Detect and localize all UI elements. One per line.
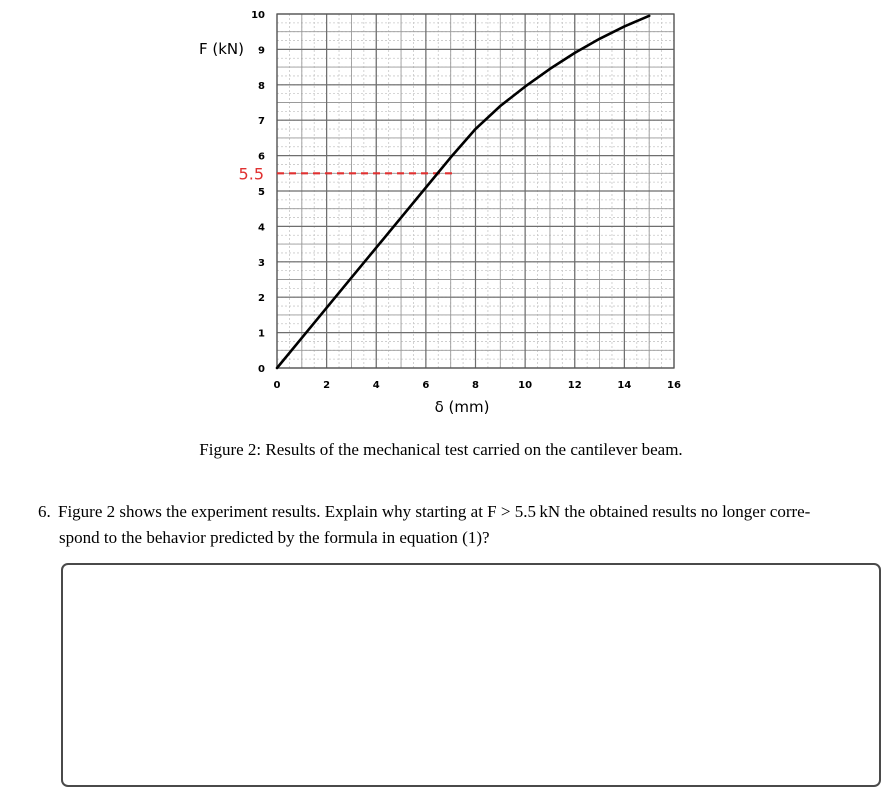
- y-tick-label: 0: [258, 364, 265, 375]
- y-tick-label: 8: [258, 80, 265, 92]
- question-text-line-2: spond to the behavior predicted by the formula in equation (1)?: [59, 528, 490, 547]
- x-tick-label: 10: [518, 380, 533, 391]
- question-text-line-1: Figure 2 shows the experiment results. Explain why starting at F > 5.5 kN the obtained results no longer corre-: [58, 502, 811, 521]
- y-axis-label: F (kN): [198, 40, 244, 58]
- y-tick-label: 9: [258, 45, 265, 57]
- x-tick-label: 4: [372, 380, 380, 391]
- x-tick-label: 16: [667, 380, 681, 391]
- reference-line-label: 5.5: [238, 164, 264, 184]
- x-tick-label: 8: [472, 380, 479, 391]
- x-tick-label: 6: [422, 380, 430, 391]
- y-tick-label: 2: [258, 293, 265, 305]
- y-tick-label: 5: [258, 187, 265, 198]
- question-number: 6.: [38, 502, 51, 521]
- x-tick-label: 12: [567, 380, 582, 391]
- question-6: [38, 499, 868, 551]
- x-tick-label: 2: [323, 380, 331, 391]
- x-tick-label: 14: [617, 380, 632, 391]
- answer-box[interactable]: [61, 563, 881, 787]
- y-tick-label: 7: [258, 116, 265, 128]
- y-tick-label: 10: [251, 10, 265, 21]
- y-tick-label: 4: [258, 222, 265, 234]
- x-tick-label: 0: [273, 380, 281, 391]
- y-tick-label: 3: [258, 257, 265, 269]
- y-tick-label: 6: [258, 151, 265, 163]
- y-tick-label: 1: [258, 328, 265, 340]
- figure-caption: Figure 2: Results of the mechanical test carried on the cantilever beam.: [199, 440, 683, 459]
- x-axis-ticks: [274, 380, 681, 391]
- chart-grid: [277, 14, 674, 368]
- x-axis-label: δ (mm): [434, 398, 490, 416]
- chart-annotations: [239, 164, 456, 183]
- y-axis-ticks: [251, 10, 265, 375]
